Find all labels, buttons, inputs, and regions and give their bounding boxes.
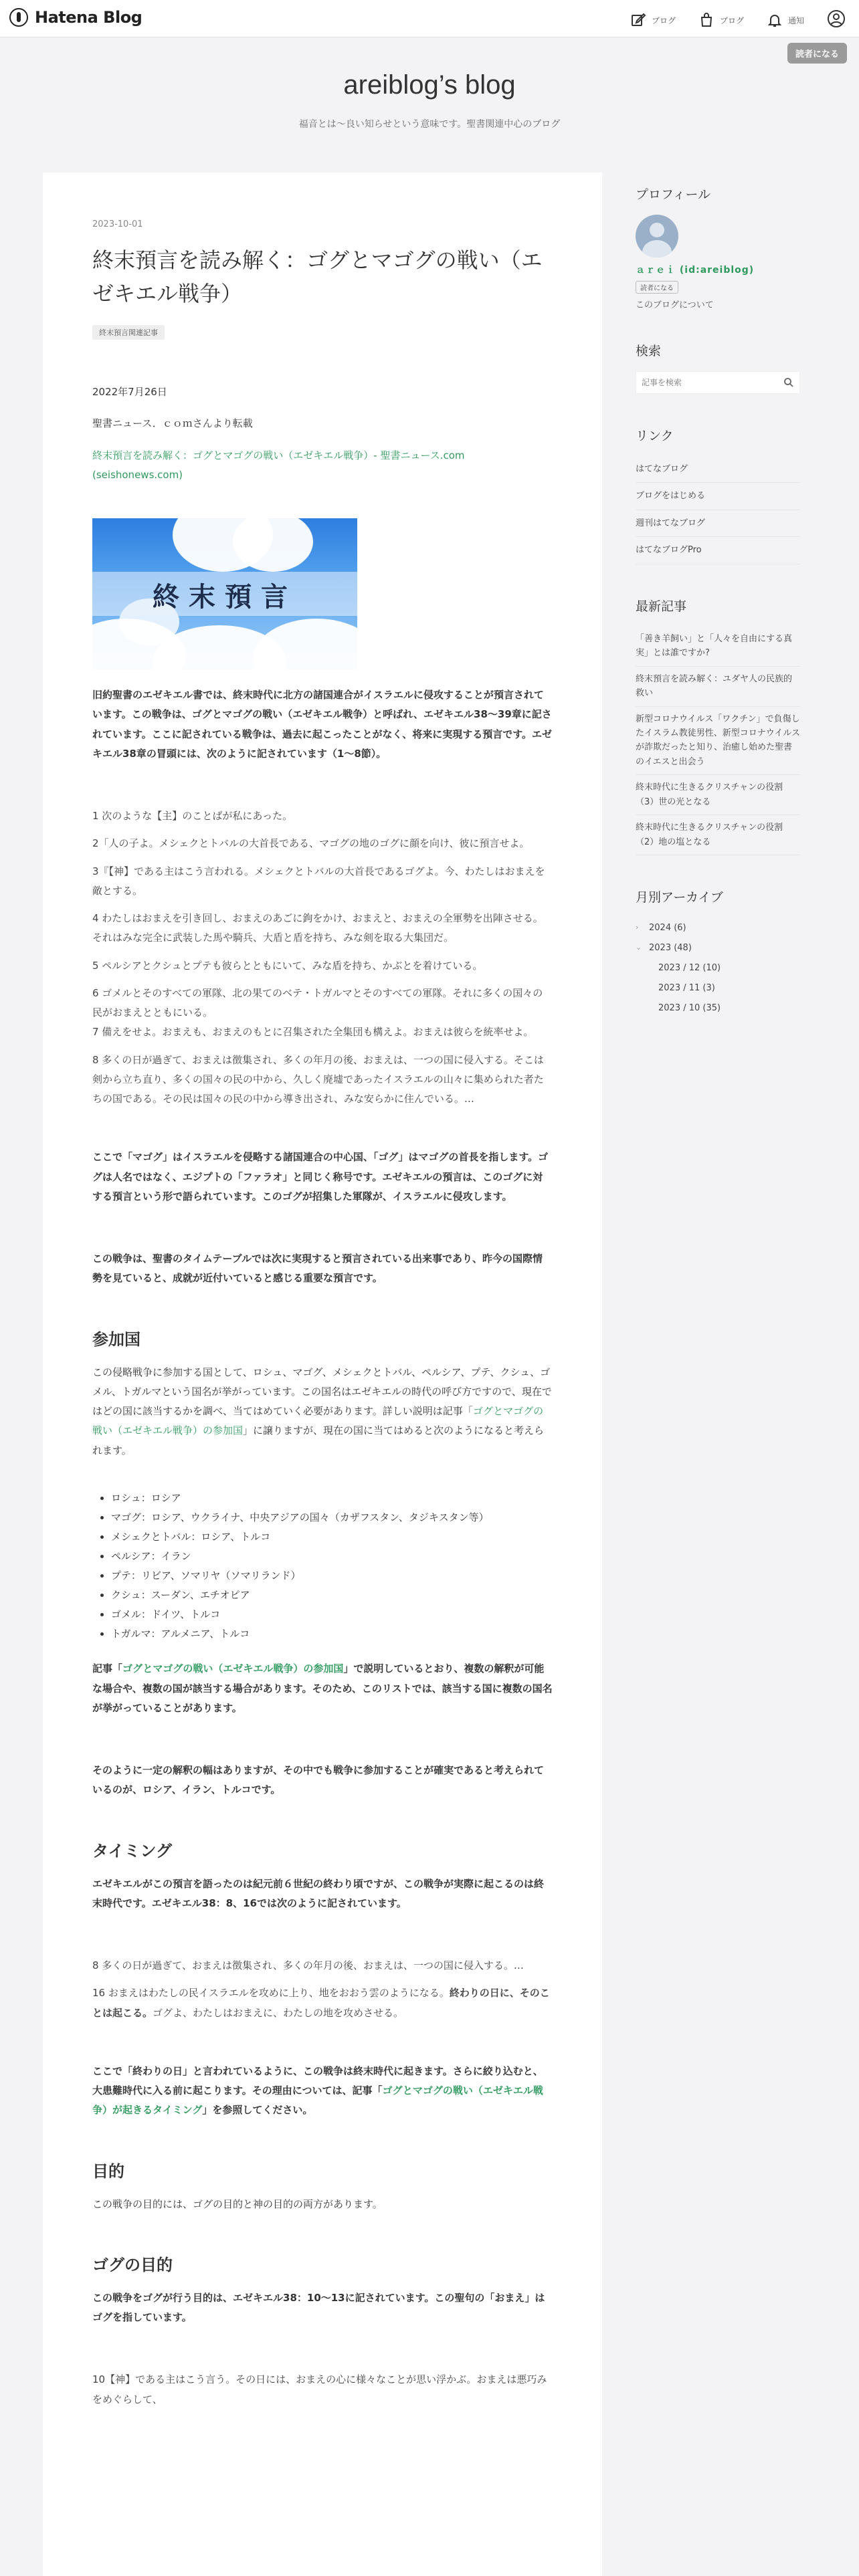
archive-year-2023[interactable] xyxy=(636,938,800,958)
sidebar-link-hatena-blog[interactable]: はてなブログ xyxy=(636,456,800,483)
heading-gog-purpose: ゴグの目的 xyxy=(92,2255,173,2274)
edit-icon xyxy=(630,12,646,28)
purpose-paragraph: この戦争の目的には、ゴグの目的と神の目的の両方があります。 xyxy=(92,2197,383,2210)
verse-16-part-c: ゴグよ、わたしはおまえに、わたしの地を攻めさせる。 xyxy=(153,2006,404,2019)
country-list xyxy=(92,1489,553,1644)
recent-list xyxy=(636,627,800,855)
verse-2: 2「人の子よ。メシェクとトバルの大首長である、マゴグの地のゴグに顔を向け、彼に預言せよ。 xyxy=(92,837,530,850)
source-line: 聖書ニュース．ｃｏｍさんより転載 xyxy=(92,417,253,430)
verse-4: 4 わたしはおまえを引き回し、おまえのあごに鉤をかけ、おまえと、おまえの全軍勢を出陣させる。それはみな完全に武装した馬や騎兵、大盾と盾を持ち、みな剣を取る大集団だ。 xyxy=(92,912,543,944)
verse-16-emphasis: 終わりの日に、そのことは起こる。 xyxy=(92,1987,550,2019)
global-header xyxy=(0,0,859,37)
article-card xyxy=(43,173,602,2576)
sidebar xyxy=(636,185,800,1018)
profile-heading: プロフィール xyxy=(636,187,711,202)
sidebar-link-pro[interactable]: はてなブログPro xyxy=(636,537,800,564)
participants-paragraph xyxy=(92,1363,553,1461)
recent-heading: 最新記事 xyxy=(636,599,687,614)
archive-month-link[interactable]: 2023 / 11 (3) xyxy=(658,982,715,993)
search-box xyxy=(636,371,800,394)
list-item: トガルマ：アルメニア、トルコ xyxy=(92,1624,553,1644)
verse-38-16 xyxy=(92,1983,553,2023)
list-item: ゴメル：ドイツ、トルコ xyxy=(92,1605,553,1624)
hatena-blog-logo[interactable] xyxy=(9,8,142,27)
list-item: ペルシア：イラン xyxy=(92,1547,553,1566)
source-link[interactable]: 終末預言を読み解く：ゴグとマゴグの戦い（エゼキエル戦争）- 聖書ニュース.com (seishonews.com) xyxy=(92,449,465,481)
write-blog-label: ブログ xyxy=(651,15,676,25)
notification-label: 通知 xyxy=(787,15,804,25)
blog-description: 福音とは～良い知らせという意味です。聖書関連中心のブログ xyxy=(298,119,561,130)
avatar[interactable] xyxy=(636,215,678,257)
archive-year-label: 2024 (6) xyxy=(649,922,686,933)
chevron-right-icon: › xyxy=(636,923,639,932)
participants-conclusion: そのように一定の解釈の幅はありますが、その中でも戦争に参加することが確実であると考えられているのが、ロシア、イラン、トルコです。 xyxy=(92,1764,545,1796)
recent-entry-link[interactable]: 新型コロナウイルス「ワクチン」で負傷したイスラム教徒男性、新型コロナウイルスが詐欺だったと知り、治癒し始めた聖書のイエスと出会う xyxy=(636,707,800,776)
bell-icon xyxy=(767,12,783,28)
search-heading: 検索 xyxy=(636,344,662,358)
chevron-down-icon: ⌄ xyxy=(636,943,642,952)
recent-entry-link[interactable]: 終末時代に生きるクリスチャンの役割（2）地の塩となる xyxy=(636,815,800,855)
search-icon[interactable] xyxy=(783,377,794,388)
notification-menu[interactable] xyxy=(767,12,804,28)
category-tag[interactable]: 終末預言関連記事 xyxy=(92,325,165,340)
recent-entry-link[interactable]: 「善き羊飼い」と「人々を自由にする真実」とは誰ですか? xyxy=(636,627,800,667)
blog-title[interactable]: areiblog’s blog xyxy=(343,70,516,100)
search-input[interactable] xyxy=(636,372,777,393)
archive-month-link[interactable]: 2023 / 12 (10) xyxy=(658,962,721,973)
logo-text: Hatena Blog xyxy=(35,8,142,27)
about-blog-link[interactable]: このブログについて xyxy=(636,300,714,310)
links-heading: リンク xyxy=(636,429,674,443)
archive-year-label: 2023 (48) xyxy=(649,942,692,953)
entry-date[interactable]: 2023-10-01 xyxy=(92,219,143,229)
hero-image xyxy=(92,518,357,669)
heading-participants: 参加国 xyxy=(92,1329,140,1349)
profile-name-link[interactable]: ａｒｅｉ (id:areiblog) xyxy=(636,265,755,276)
heading-timing: タイミング xyxy=(92,1841,173,1860)
write-blog-menu[interactable] xyxy=(630,12,676,28)
timing-article-link[interactable]: ゴグとマゴグの戦い（エゼキエル戦争）が起きるタイミング xyxy=(92,2084,543,2117)
timing-paragraph: エゼキエルがこの預言を語ったのは紀元前６世紀の終わり頃ですが、この戦争が実際に起こるのは終末時代です。エゼキエル38：8、16では次のように記されています。 xyxy=(92,1877,545,1909)
verse-38-10: 10【神】である主はこう言う。その日には、おまえの心に様々なことが思い浮かぶ。おまえは悪巧みをめぐらして、 xyxy=(92,2373,547,2405)
list-item: ロシュ：ロシア xyxy=(92,1489,553,1508)
follow-button[interactable]: 読者になる xyxy=(636,281,678,294)
sidebar-link-start-blog[interactable]: ブログをはじめる xyxy=(636,483,800,510)
magog-paragraph: ここで「マゴグ」はイスラエルを侵略する諸国連合の中心国、「ゴグ」はマゴグの首長を指します。ゴグは人名ではなく、エジプトの「ファラオ」と同じく称号です。エゼキエルの預言は、このゴグに対する預言という形で語られています。このゴグが招集した軍隊が、イスラエルに侵攻します。 xyxy=(92,1151,549,1202)
list-item: クシュ：スーダン、エチオピア xyxy=(92,1586,553,1605)
participants-text-before: この侵略戦争に参加する国として、ロシュ、マゴグ、メシェクとトバル、ペルシア、プテ、クシュ、ゴメル、トガルマという国名が挙がっています。この国名はエゼキエルの時代の呼び方ですので、現在ではどの国に該当するかを調べ、当てはめていく必要があります。詳しい説明は記事「 xyxy=(92,1366,552,1418)
timing-closing-after: 」を参照してください。 xyxy=(202,2104,313,2117)
hero-caption: 終末預言 xyxy=(153,581,297,613)
bag-icon xyxy=(698,12,714,28)
participants-note-link[interactable]: ゴグとマゴグの戦い（エゼキエル戦争）の参加国 xyxy=(122,1662,344,1675)
verse-7: 7 備えをせよ。おまえも、おまえのもとに召集された全集団も構えよ。おまえは彼らを統率せよ。 xyxy=(92,1026,534,1039)
archive-heading: 月別アーカイブ xyxy=(636,890,723,905)
list-item: マゴグ：ロシア、ウクライナ、中央アジアの国々（カザフスタン、タジキスタン等） xyxy=(92,1508,553,1527)
timeline-paragraph: この戦争は、聖書のタイムテーブルでは次に実現すると預言されている出来事であり、昨今の国際情勢を見ていると、成就が近付いていると感じる重要な預言です。 xyxy=(92,1253,543,1285)
subscribe-button[interactable]: 読者になる xyxy=(787,43,847,64)
timing-closing-before: ここで「終わりの日」と言われているように、この戦争は終末時代に起きます。さらに絞り込むと、大患難時代に入る前に起こります。その理由については、記事「 xyxy=(92,2064,543,2097)
links-list xyxy=(636,456,800,564)
verse-1: 1 次のような【主】のことばが私にあった。 xyxy=(92,810,293,823)
participants-text-after: 」に譲りますが、現在の国に当てはめると次のようになると考えられます。 xyxy=(92,1424,545,1457)
verse-16-part-a: 16 おまえはわたしの民イスラエルを攻めに上り、地をおおう雲のようになる。 xyxy=(92,1987,450,2000)
intro-paragraph: 旧約聖書のエゼキエル書では、終末時代に北方の諸国連合がイスラエルに侵攻することが預言されています。この戦争は、ゴグとマゴグの戦い（エゼキエル戦争）と呼ばれ、エゼキエル38〜39章に記されています。ここに記されている戦争は、過去に起こったことがなく、将来に実現する預言です。エゼキエル38章の冒頭には、次のように記されています（1〜8節）。 xyxy=(92,689,553,760)
participants-note xyxy=(92,1659,553,1718)
verse-5: 5 ペルシアとクシュとプテも彼らとともにいて、みな盾を持ち、かぶとを着けている。 xyxy=(92,959,483,972)
user-icon xyxy=(827,9,846,28)
verse-38-8: 8 多くの日が過ぎて、おまえは徴集され、多くの年月の後、おまえは、一つの国に侵入する。… xyxy=(92,1959,524,1972)
verse-8: 8 多くの日が過ぎて、おまえは徴集され、多くの年月の後、おまえは、一つの国に侵入する。そこは剣から立ち直り、多くの国々の民の中から、久しく廃墟であったイスラエルの山々に集められた者たちの国である。その民は国々の民の中から導き出され、みな安らかに住んでいる。… xyxy=(92,1053,544,1105)
my-blog-menu[interactable] xyxy=(698,12,744,28)
list-item: メシェクとトバル：ロシア、トルコ xyxy=(92,1527,553,1547)
sidebar-link-weekly[interactable]: 週刊はてなブログ xyxy=(636,510,800,537)
heading-purpose: 目的 xyxy=(92,2161,124,2181)
archive-month-link[interactable]: 2023 / 10 (35) xyxy=(658,1002,721,1013)
archive-year-2024[interactable] xyxy=(636,918,800,938)
note-text-after: 」で説明しているとおり、複数の解釈が可能な場合や、複数の国が該当する場合があります。そのため、このリストでは、該当する国に複数の国名が挙がっていることがあります。 xyxy=(92,1662,553,1714)
participants-article-link[interactable]: ゴグとマゴグの戦い（エゼキエル戦争）の参加国 xyxy=(92,1405,544,1437)
recent-entry-link[interactable]: 終末時代に生きるクリスチャンの役割（3）世の光となる xyxy=(636,775,800,815)
verse-6: 6 ゴメルとそのすべての軍隊、北の果てのベテ・トガルマとそのすべての軍隊。それに多くの国々の民がおまえとともにいる。 xyxy=(92,986,543,1019)
entry-title[interactable]: 終末預言を読み解く：ゴグとマゴグの戦い（エゼキエル戦争） xyxy=(92,247,543,306)
posted-date: 2022年7月26日 xyxy=(92,386,167,399)
account-menu[interactable] xyxy=(827,9,846,31)
hatena-logo-icon xyxy=(9,8,28,27)
my-blog-label: ブログ xyxy=(719,15,744,25)
archive-tree xyxy=(636,918,800,1018)
verse-3: 3『【神】である主はこう言われる。メシェクとトバルの大首長であるゴグよ。今、わたしはおまえを敵とする。 xyxy=(92,865,545,897)
recent-entry-link[interactable]: 終末預言を読み解く：ユダヤ人の民族的救い xyxy=(636,667,800,707)
gog-purpose-paragraph: この戦争をゴグが行う目的は、エゼキエル38：10〜13に記されています。この聖句の「おまえ」はゴグを指しています。 xyxy=(92,2291,545,2324)
note-text-before: 記事「 xyxy=(92,1662,123,1675)
timing-closing xyxy=(92,2062,553,2121)
list-item: プテ：リビア、ソマリヤ（ソマリランド） xyxy=(92,1566,553,1586)
